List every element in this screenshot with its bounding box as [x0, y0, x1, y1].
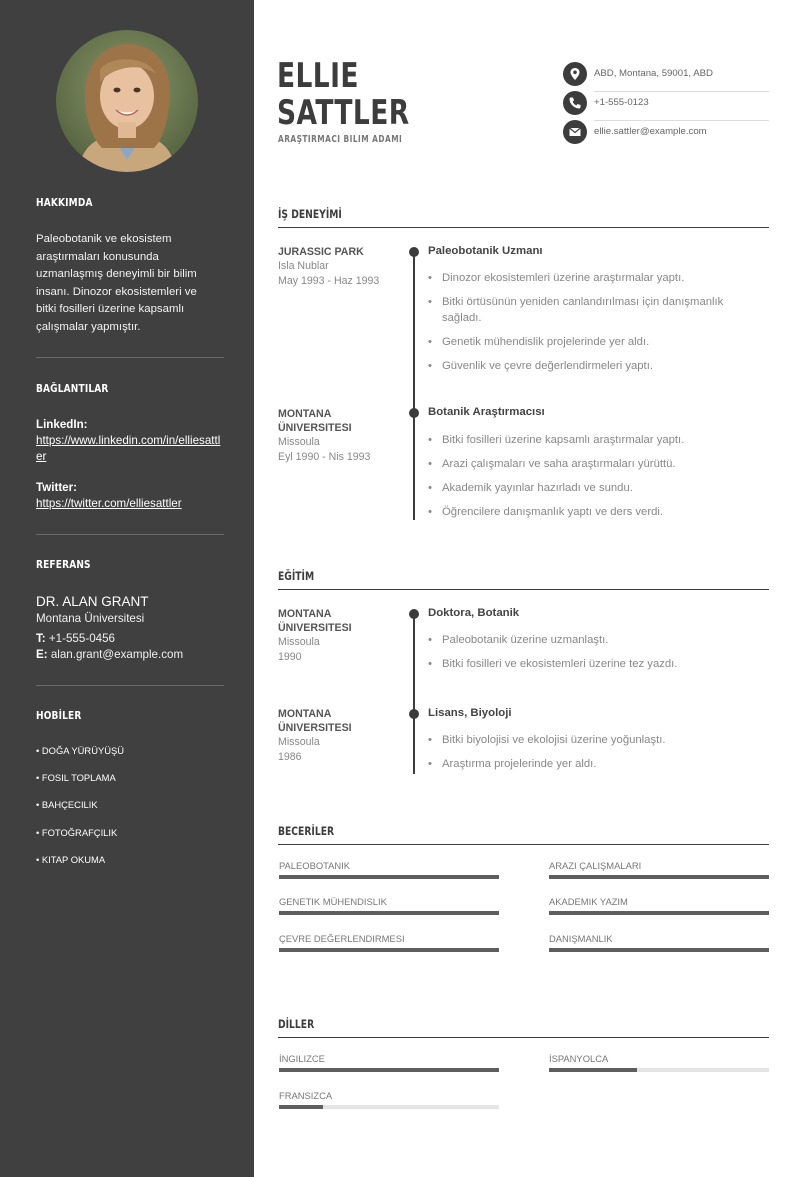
language-bar	[549, 1068, 769, 1072]
last-name: SATTLER	[277, 93, 410, 133]
hobby-item: • BAHÇECILIK	[36, 799, 98, 810]
about-heading: HAKKIMDA	[36, 196, 93, 209]
experience-location: Isla Nublar	[278, 260, 329, 272]
section-rule	[278, 1037, 769, 1038]
links-heading: BAĞLANTILAR	[36, 382, 109, 395]
contact-address	[563, 62, 769, 90]
experience-bullet: • Genetik mühendislik projelerinde yer aldı.	[428, 334, 748, 350]
reference-name: DR. ALAN GRANT	[36, 594, 149, 609]
reference-phone-value: +1-555-0456	[48, 632, 115, 645]
language-bar	[279, 1068, 499, 1072]
avatar	[56, 30, 198, 172]
experience-org: MONTANA ÜNIVERSITESI	[278, 408, 352, 434]
languages-heading: DİLLER	[278, 1017, 315, 1031]
phone-icon	[563, 91, 587, 115]
reference-org: Montana Üniversitesi	[36, 612, 145, 625]
reference-phone	[36, 632, 115, 645]
skill-bar-fill	[549, 875, 769, 879]
education-location: Missoula	[278, 636, 320, 648]
skill-label: ÇEVRE DEĞERLENDIRMESI	[279, 933, 405, 944]
experience-dates: Eyl 1990 - Nis 1993	[278, 451, 371, 463]
education-year: 1990	[278, 651, 302, 663]
skill-label: AKADEMIK YAZIM	[549, 896, 628, 907]
skills-heading: BECERİLER	[278, 824, 335, 838]
skill-bar	[279, 948, 499, 952]
language-bar-fill	[279, 1068, 499, 1072]
skill-label: ARAZI ÇALIŞMALARI	[549, 860, 642, 871]
timeline-dot	[409, 609, 419, 619]
linkedin-link[interactable]: https://www.linkedin.com/in/elliesattler	[36, 434, 221, 463]
education-bullet: • Bitki biyolojisi ve ekolojisi üzerine yoğunlaştı.	[428, 732, 748, 748]
hobby-item: • DOĞA YÜRÜYÜŞÜ	[36, 745, 125, 756]
education-heading: EĞİTİM	[278, 569, 315, 583]
education-bullet: • Bitki fosilleri ve ekosistemleri üzerine tez yazdı.	[428, 656, 748, 672]
language-label: İSPANYOLCA	[549, 1053, 609, 1064]
skill-bar-fill	[549, 911, 769, 915]
language-bar-fill	[549, 1068, 637, 1072]
timeline-dot	[409, 247, 419, 257]
email-link[interactable]: ellie.sattler@example.com	[594, 126, 707, 137]
experience-bullet: • Öğrencilere danışmanlık yaptı ve ders verdi.	[428, 504, 748, 520]
skill-bar	[549, 875, 769, 879]
experience-bullet: • Akademik yayınlar hazırladı ve sundu.	[428, 480, 748, 496]
hobby-item: • KITAP OKUMA	[36, 854, 106, 865]
timeline-dot	[409, 408, 419, 418]
divider	[36, 534, 224, 535]
divider	[36, 357, 224, 358]
language-label: İNGILIZCE	[279, 1053, 325, 1064]
education-degree: Lisans, Biyoloji	[428, 707, 512, 719]
education-bullet: • Paleobotanik üzerine uzmanlaştı.	[428, 632, 748, 648]
education-org: MONTANA ÜNIVERSITESI	[278, 708, 352, 734]
experience-bullet: • Bitki fosilleri üzerine kapsamlı araştırmalar yaptı.	[428, 432, 748, 448]
reference-phone-label: T:	[36, 632, 46, 645]
experience-timeline	[413, 252, 415, 520]
twitter-label: Twitter:	[36, 481, 78, 494]
skill-bar-fill	[279, 911, 499, 915]
reference-email-value: alan.grant@example.com	[50, 648, 184, 661]
hobby-item: • FOTOĞRAFÇILIK	[36, 827, 118, 838]
experience-role: Paleobotanik Uzmanı	[428, 245, 543, 257]
skill-bar-fill	[279, 948, 499, 952]
section-rule	[278, 844, 769, 845]
skill-bar-fill	[549, 948, 769, 952]
language-label: FRANSIZCA	[279, 1090, 333, 1101]
phone-text: +1-555-0123	[594, 97, 649, 108]
full-name	[277, 58, 410, 132]
education-org: MONTANA ÜNIVERSITESI	[278, 608, 352, 634]
experience-bullet: • Bitki örtüsünün yeniden canlandırılması için danışmanlık sağladı.	[428, 294, 748, 326]
first-name: ELLIE	[277, 56, 359, 96]
skill-label: DANIŞMANLIK	[549, 933, 613, 944]
skill-bar-fill	[279, 875, 499, 879]
experience-org: JURASSIC PARK	[278, 246, 364, 258]
section-rule	[278, 589, 769, 590]
experience-bullet: • Güvenlik ve çevre değerlendirmeleri yaptı.	[428, 358, 748, 374]
section-rule	[278, 227, 769, 228]
envelope-icon	[563, 120, 587, 144]
education-timeline	[413, 614, 415, 774]
about-text: Paleobotanik ve ekosistem araştırmaları konusunda uzmanlaşmış deneyimli bir bilim insanı. Dinozor ekosistemleri ve bitki fosilleri üzerine kapsamlı çalışmalar yapmıştır.	[36, 233, 197, 333]
education-year: 1986	[278, 751, 302, 763]
timeline-dot	[409, 709, 419, 719]
skill-label: PALEOBOTANIK	[279, 860, 351, 871]
skill-label: GENETIK MÜHENDISLIK	[279, 896, 387, 907]
portrait-image	[56, 30, 198, 172]
hobby-item: • FOSIL TOPLAMA	[36, 772, 116, 783]
experience-bullet: • Arazi çalışmaları ve saha araştırmaları yürüttü.	[428, 456, 748, 472]
experience-role: Botanik Araştırmacısı	[428, 406, 545, 418]
skill-bar	[549, 948, 769, 952]
reference-email-label: E:	[36, 648, 48, 661]
hobbies-heading: HOBİLER	[36, 709, 82, 722]
reference-heading: REFERANS	[36, 558, 91, 571]
skill-bar	[279, 911, 499, 915]
reference-email	[36, 648, 183, 661]
twitter-link[interactable]: https://twitter.com/elliesattler	[36, 497, 182, 510]
address-text: ABD, Montana, 59001, ABD	[594, 68, 713, 79]
sidebar	[0, 0, 254, 1177]
contact-phone	[563, 91, 769, 119]
education-location: Missoula	[278, 736, 320, 748]
divider	[36, 685, 224, 686]
linkedin-label: LinkedIn:	[36, 418, 88, 431]
location-pin-icon	[563, 62, 587, 86]
education-degree: Doktora, Botanik	[428, 607, 520, 619]
language-bar-fill	[279, 1105, 323, 1109]
skill-bar	[279, 875, 499, 879]
contact-email	[563, 120, 769, 148]
experience-bullet: • Dinozor ekosistemleri üzerine araştırmalar yaptı.	[428, 270, 748, 286]
experience-dates: May 1993 - Haz 1993	[278, 275, 380, 287]
education-bullet: • Araştırma projelerinde yer aldı.	[428, 756, 748, 772]
language-bar	[279, 1105, 499, 1109]
skill-bar	[549, 911, 769, 915]
job-title: ARAŞTIRMACI BILIM ADAMI	[278, 134, 403, 145]
experience-location: Missoula	[278, 436, 320, 448]
experience-heading: İŞ DENEYİMİ	[278, 207, 342, 221]
